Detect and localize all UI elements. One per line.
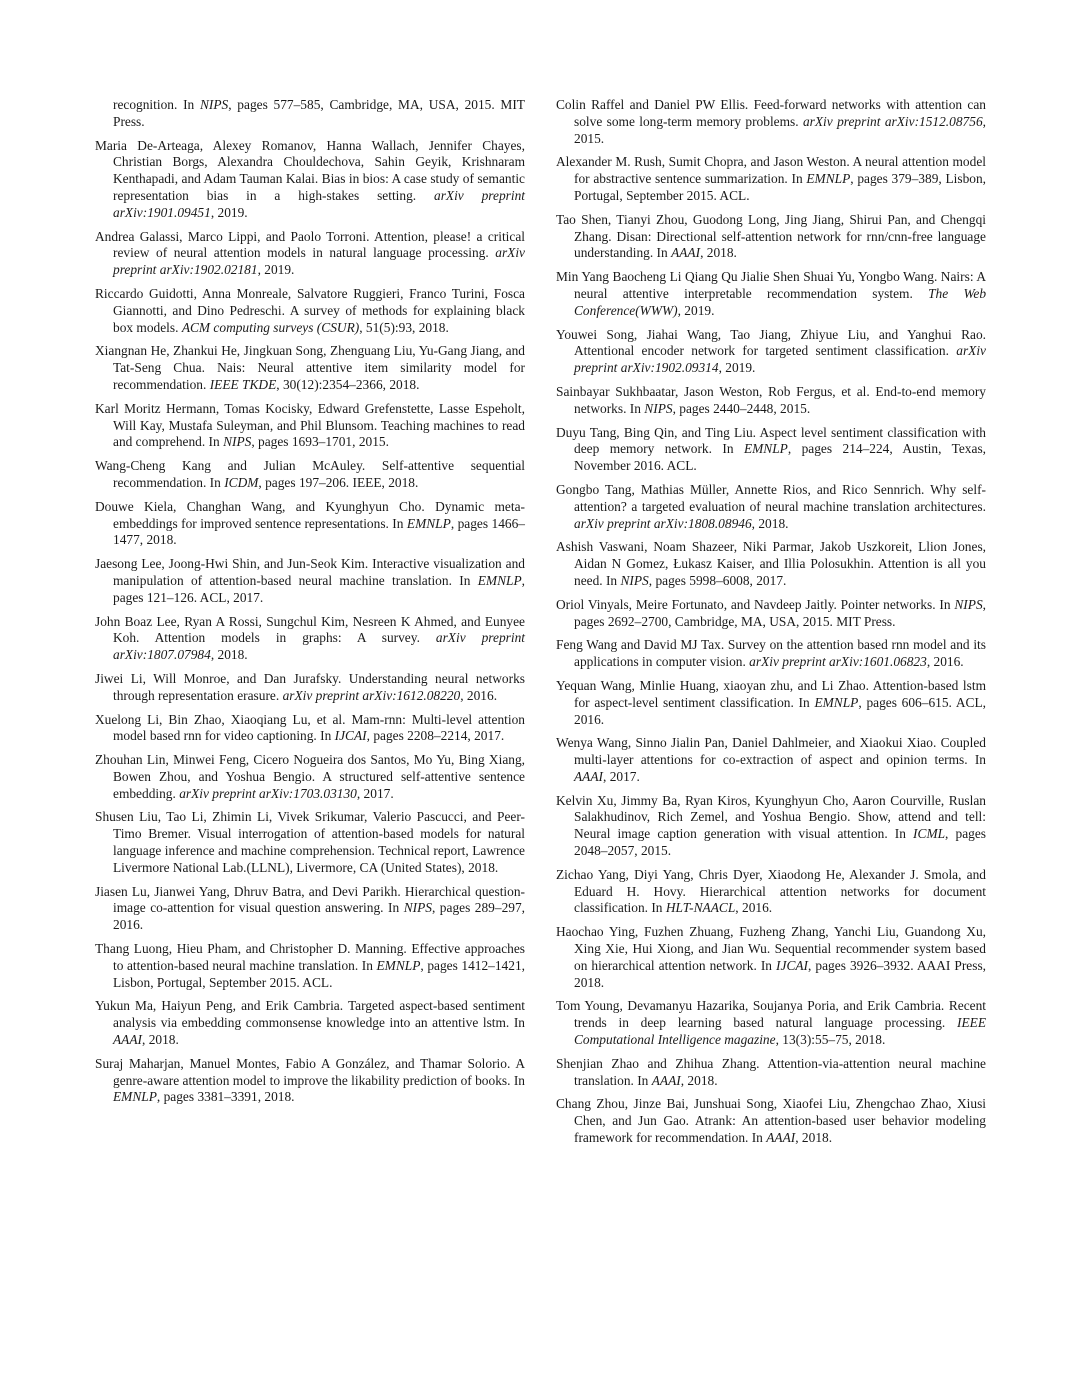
reference-entry: Shenjian Zhao and Zhihua Zhang. Attention-via-attention neural machine translation. In AAAI, 2018. bbox=[556, 1055, 986, 1088]
reference-entry: Sainbayar Sukhbaatar, Jason Weston, Rob Fergus, et al. End-to-end memory networks. In NIPS, pages 2440–2448, 2015. bbox=[556, 383, 986, 416]
venue-italic: ACM computing surveys (CSUR) bbox=[181, 319, 360, 335]
venue-italic: AAAI bbox=[651, 1072, 681, 1088]
venue-italic: IJCAI bbox=[776, 957, 809, 973]
venue-italic: arXiv preprint arXiv:1807.07984 bbox=[113, 630, 525, 663]
venue-italic: AAAI bbox=[766, 1130, 796, 1146]
reference-entry: Oriol Vinyals, Meire Fortunato, and Navdeep Jaitly. Pointer networks. In NIPS, pages 2692–2700, Cambridge, MA, USA, 2015. MIT Press. bbox=[556, 596, 986, 629]
reference-entry: Jiwei Li, Will Monroe, and Dan Jurafsky. Understanding neural networks through representation erasure. arXiv preprint arXiv:1612.08220, 2016. bbox=[95, 670, 525, 703]
reference-entry: Zhouhan Lin, Minwei Feng, Cicero Nogueira dos Santos, Mo Yu, Bing Xiang, Bowen Zhou, and Yoshua Bengio. A structured self-attentive sentence embedding. arXiv preprint arXiv:1703.03130, 2017. bbox=[95, 752, 525, 801]
venue-italic: NIPS bbox=[199, 97, 229, 112]
reference-entry: Haochao Ying, Fuzhen Zhuang, Fuzheng Zhang, Yanchi Liu, Guandong Xu, Xing Xie, Hui Xiong, and Jian Wu. Sequential recommender system based on hierarchical attention network. In IJCAI, pages 3926–3932. AAAI Press, 2018. bbox=[556, 924, 986, 990]
reference-entry: Min Yang Baocheng Li Qiang Qu Jialie Shen Shuai Yu, Yongbo Wang. Nairs: A neural attentive interpretable recommendation system. The Web Conference(WWW), 2019. bbox=[556, 269, 987, 318]
reference-entry: Maria De-Arteaga, Alexey Romanov, Hanna Wallach, Jennifer Chayes, Christian Borgs, Alexandra Chouldechova, Sahin Geyik, Krishnaram Kenthapadi, and Adam Tauman Kalai. Bias in bios: A case study of semantic representation bias in a high-stakes setting. arXiv preprint arXiv:1901.09451, 2019. bbox=[95, 137, 526, 220]
reference-entry: Tao Shen, Tianyi Zhou, Guodong Long, Jing Jiang, Shirui Pan, and Chengqi Zhang. Disan: Directional self-attention network for rnn/cnn-free language understanding. In AAAI, 2018. bbox=[556, 211, 986, 261]
reference-entry: Douwe Kiela, Changhan Wang, and Kyunghyun Cho. Dynamic meta-embeddings for improved sentence representations. In EMNLP, pages 1466–1477, 2018. bbox=[95, 498, 525, 548]
venue-italic: IJCAI bbox=[334, 728, 367, 744]
venue-italic: EMNLP bbox=[406, 515, 451, 531]
reference-entry: Shusen Liu, Tao Li, Zhimin Li, Vivek Srikumar, Valerio Pascucci, and Peer-Timo Bremer. Visual interrogation of attention-based models for natural language inference and machine comprehension. Technical report, Lawrence Livermore National Lab.(LLNL), Livermore, CA (United States), 2018. bbox=[95, 809, 525, 875]
venue-italic: EMNLP bbox=[477, 572, 522, 588]
venue-italic: EMNLP bbox=[814, 694, 859, 710]
venue-italic: arXiv preprint arXiv:1902.02181 bbox=[113, 245, 525, 278]
venue-italic: arXiv preprint arXiv:1902.09314 bbox=[574, 343, 986, 376]
reference-entry: Karl Moritz Hermann, Tomas Kocisky, Edward Grefenstette, Lasse Espeholt, Will Kay, Mustafa Suleyman, and Phil Blunsom. Teaching machines to read and comprehend. In NIPS, pages 1693–1701, 2015. bbox=[95, 400, 525, 450]
reference-entry: Wenya Wang, Sinno Jialin Pan, Daniel Dahlmeier, and Xiaokui Xiao. Coupled multi-layer attentions for co-extraction of aspect and opinion terms. In AAAI, 2017. bbox=[556, 735, 986, 784]
reference-entry: Youwei Song, Jiahai Wang, Tao Jiang, Zhiyue Liu, and Yanghui Rao. Attentional encoder network for targeted sentiment classification. arXiv preprint arXiv:1902.09314, 2019. bbox=[556, 326, 986, 376]
reference-entry: Alexander M. Rush, Sumit Chopra, and Jason Weston. A neural attention model for abstractive sentence summarization. In EMNLP, pages 379–389, Lisbon, Portugal, September 2015. ACL. bbox=[556, 154, 986, 203]
venue-italic: arXiv preprint arXiv:1612.08220 bbox=[282, 687, 461, 703]
venue-italic: arXiv preprint arXiv:1512.08756 bbox=[802, 113, 983, 129]
reference-entry: Riccardo Guidotti, Anna Monreale, Salvatore Ruggieri, Franco Turini, Fosca Giannotti, and Dino Pedreschi. A survey of methods for explaining black box models. ACM computing surveys (CSUR), 51(5):93, 2018. bbox=[95, 285, 525, 335]
reference-entry: Kelvin Xu, Jimmy Ba, Ryan Kiros, Kyunghyun Cho, Aaron Courville, Ruslan Salakhudinov, Rich Zemel, and Yoshua Bengio. Show, attend and tell: Neural image caption generation with visual attention. In ICML, pages 2048–2057, 2015. bbox=[556, 792, 986, 859]
reference-entry: Chang Zhou, Jinze Bai, Junshuai Song, Xiaofei Liu, Zhengchao Zhao, Xiusi Chen, and Jun Gao. Atrank: An attention-based user behavior modeling framework for recommendation. In AAAI, 2018. bbox=[556, 1096, 986, 1146]
venue-italic: EMNLP bbox=[376, 957, 421, 973]
venue-italic: IEEE Computational Intelligence magazine bbox=[574, 1015, 986, 1048]
reference-entry: Feng Wang and David MJ Tax. Survey on the attention based rnn model and its applications in computer vision. arXiv preprint arXiv:1601.06823, 2016. bbox=[556, 637, 986, 670]
venue-italic: NIPS bbox=[644, 400, 673, 416]
reference-entry: Duyu Tang, Bing Qin, and Ting Liu. Aspect level sentiment classification with deep memory network. In EMNLP, pages 214–224, Austin, Texas, November 2016. ACL. bbox=[556, 424, 986, 474]
venue-italic: HLT-NAACL bbox=[665, 900, 736, 916]
venue-italic: EMNLP bbox=[113, 1089, 157, 1105]
reference-entry: Zichao Yang, Diyi Yang, Chris Dyer, Xiaodong He, Alexander J. Smola, and Eduard H. Hovy. Hierarchical attention networks for document classification. In HLT-NAACL, 2016. bbox=[556, 866, 986, 916]
venue-italic: The Web Conference(WWW) bbox=[574, 285, 987, 318]
venue-italic: NIPS bbox=[620, 572, 649, 588]
venue-italic: arXiv preprint arXiv:1703.03130 bbox=[179, 785, 357, 801]
venue-italic: AAAI bbox=[671, 245, 701, 261]
venue-italic: NIPS bbox=[954, 596, 983, 612]
reference-entry: Jaesong Lee, Joong-Hwi Shin, and Jun-Seok Kim. Interactive visualization and manipulation of attention-based neural machine translation. In EMNLP, pages 121–126. ACL, 2017. bbox=[95, 556, 525, 605]
reference-entry: Tom Young, Devamanyu Hazarika, Soujanya Poria, and Erik Cambria. Recent trends in deep learning based natural language processing. IEEE Computational Intelligence magazine, 13(3):55–75, 2018. bbox=[556, 998, 986, 1048]
reference-entry: Andrea Galassi, Marco Lippi, and Paolo Torroni. Attention, please! a critical review of neural attention models in natural language processing. arXiv preprint arXiv:1902.02181, 2019. bbox=[95, 228, 525, 278]
venue-italic: arXiv preprint arXiv:1901.09451 bbox=[113, 187, 526, 220]
venue-italic: IEEE TKDE bbox=[209, 376, 277, 392]
reference-entry: Xuelong Li, Bin Zhao, Xiaoqiang Lu, et al. Mam-rnn: Multi-level attention model based rnn for video captioning. In IJCAI, pages 2208–2214, 2017. bbox=[95, 711, 525, 744]
references-left-column bbox=[95, 97, 525, 1113]
reference-entry: Jiasen Lu, Jianwei Yang, Dhruv Batra, and Devi Parikh. Hierarchical question-image co-attention for visual question answering. In NIPS, pages 289–297, 2016. bbox=[95, 883, 526, 933]
reference-entry: Wang-Cheng Kang and Julian McAuley. Self-attentive sequential recommendation. In ICDM, pages 197–206. IEEE, 2018. bbox=[95, 458, 525, 490]
venue-italic: arXiv preprint arXiv:1601.06823 bbox=[749, 654, 927, 670]
reference-entry: Gongbo Tang, Mathias Müller, Annette Rios, and Rico Sennrich. Why self-attention? a targeted evaluation of neural machine translation architectures. arXiv preprint arXiv:1808.08946, 2018. bbox=[556, 481, 986, 531]
reference-entry: Xiangnan He, Zhankui He, Jingkuan Song, Zhenguang Liu, Yu-Gang Jiang, and Tat-Seng Chua. Nais: Neural attentive item similarity model for recommendation. IEEE TKDE, 30(12):2354–2366, 2018. bbox=[95, 343, 525, 392]
reference-entry: Yukun Ma, Haiyun Peng, and Erik Cambria. Targeted aspect-based sentiment analysis via embedding commonsense knowledge into an attentive lstm. In AAAI, 2018. bbox=[95, 998, 525, 1048]
venue-italic: ICDM bbox=[224, 474, 259, 490]
venue-italic: arXiv preprint arXiv:1808.08946 bbox=[574, 515, 752, 531]
venue-italic: NIPS bbox=[403, 900, 432, 916]
reference-entry: Ashish Vaswani, Noam Shazeer, Niki Parmar, Jakob Uszkoreit, Llion Jones, Aidan N Gomez, Łukasz Kaiser, and Illia Polosukhin. Attention is all you need. In NIPS, pages 5998–6008, 2017. bbox=[556, 539, 986, 588]
reference-entry: John Boaz Lee, Ryan A Rossi, Sungchul Kim, Nesreen K Ahmed, and Eunyee Koh. Attention models in graphs: A survey. arXiv preprint arXiv:1807.07984, 2018. bbox=[95, 613, 525, 663]
reference-entry: Colin Raffel and Daniel PW Ellis. Feed-forward networks with attention can solve some long-term memory problems. arXiv preprint arXiv:1512.08756, 2015. bbox=[556, 97, 986, 146]
references-right-column bbox=[556, 97, 986, 1154]
venue-italic: EMNLP bbox=[806, 171, 851, 187]
reference-entry: Yequan Wang, Minlie Huang, xiaoyan zhu, and Li Zhao. Attention-based lstm for aspect-level sentiment classification. In EMNLP, pages 606–615. ACL, 2016. bbox=[556, 677, 987, 727]
venue-italic: NIPS bbox=[223, 434, 252, 450]
venue-italic: AAAI bbox=[574, 768, 603, 784]
venue-italic: AAAI bbox=[113, 1032, 142, 1048]
reference-entry: Thang Luong, Hieu Pham, and Christopher D. Manning. Effective approaches to attention-based neural machine translation. In EMNLP, pages 1412–1421, Lisbon, Portugal, September 2015. ACL. bbox=[95, 941, 525, 990]
venue-italic: EMNLP bbox=[743, 441, 788, 457]
reference-entry: Suraj Maharjan, Manuel Montes, Fabio A González, and Thamar Solorio. A genre-aware attention model to improve the likability prediction of books. In EMNLP, pages 3381–3391, 2018. bbox=[95, 1055, 525, 1105]
venue-italic: ICML bbox=[913, 826, 946, 842]
reference-entry: recognition. In NIPS, pages 577–585, Cambridge, MA, USA, 2015. MIT Press. bbox=[113, 97, 525, 129]
